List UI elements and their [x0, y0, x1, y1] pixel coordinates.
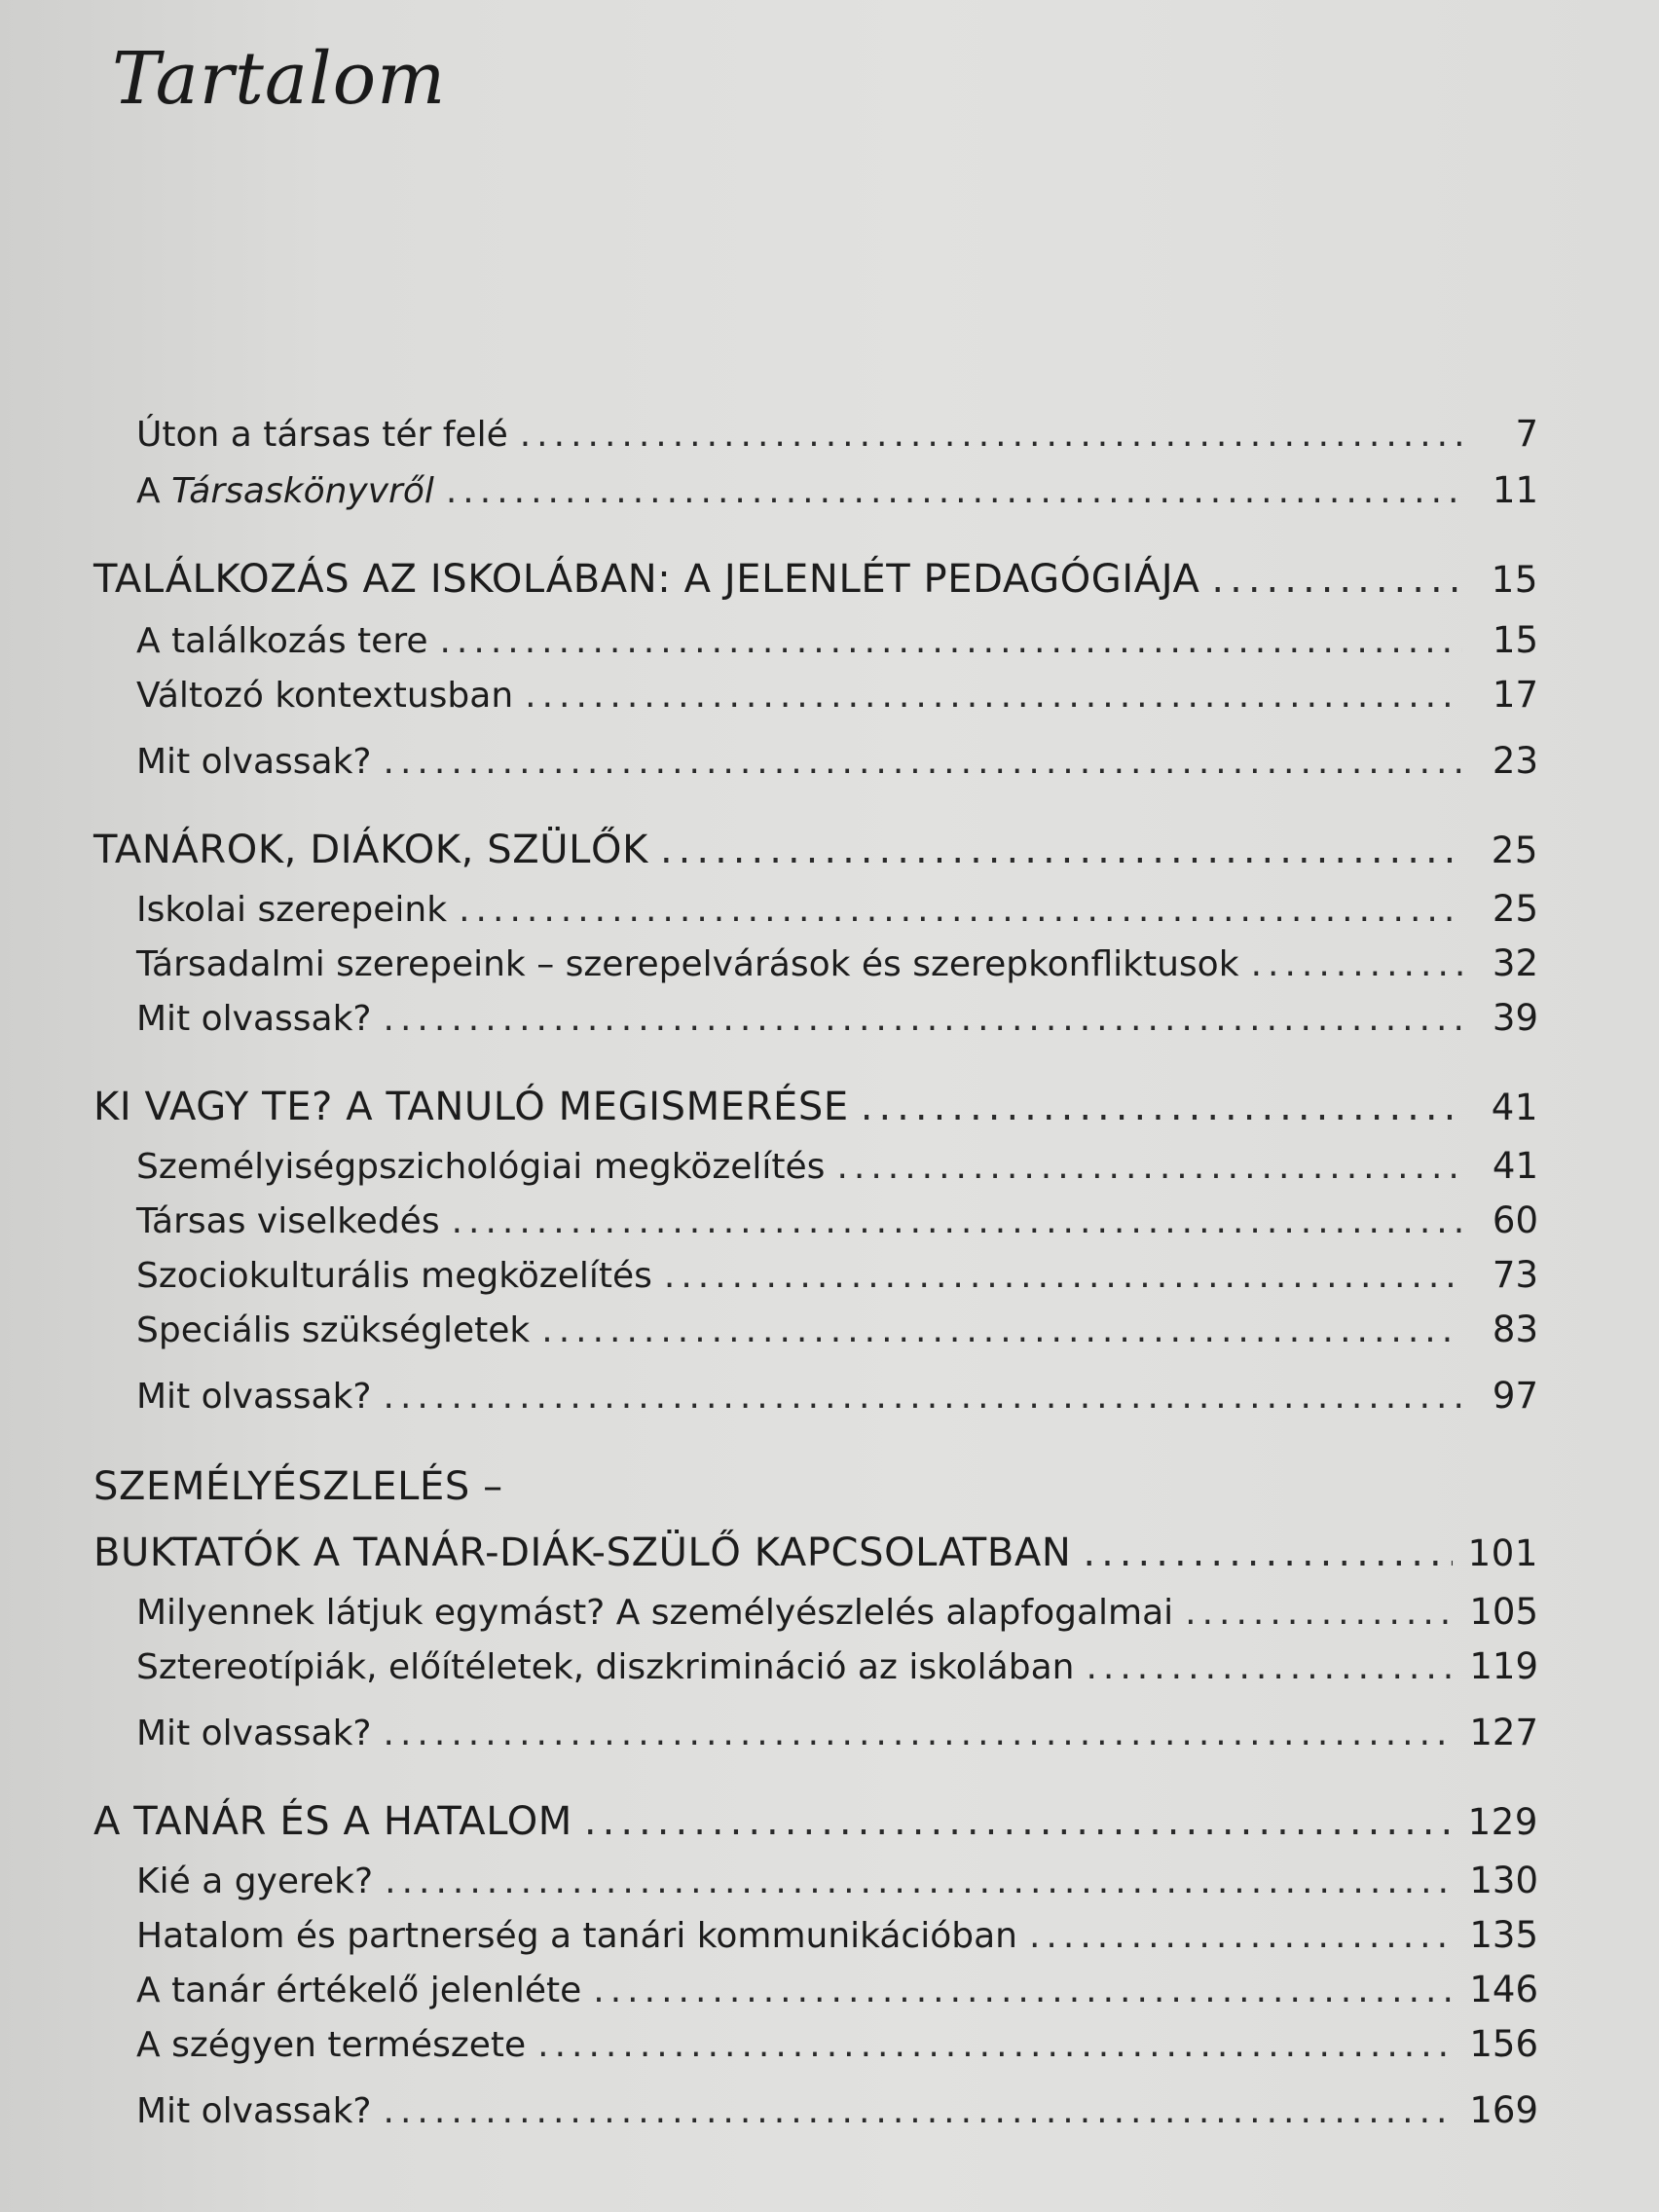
toc-entry-label: Mit olvassak? — [136, 742, 372, 782]
toc-leader-dots — [1251, 944, 1462, 984]
toc-entry — [136, 1712, 1538, 1762]
page-title: Tartalom — [112, 37, 447, 121]
toc-entry — [136, 1914, 1538, 1965]
toc-section-label: A TANÁR ÉS A HATALOM — [93, 1799, 572, 1844]
toc-page-number: 15 — [1492, 619, 1538, 661]
toc-entry-label: Személyiségpszichológiai megközelítés — [136, 1147, 826, 1187]
toc-page-number: 32 — [1492, 942, 1538, 984]
toc-entry — [136, 1645, 1538, 1696]
toc-entry-label: A tanár értékelő jelenléte — [136, 1971, 582, 2010]
toc-entry-label: Változó kontextusban — [136, 676, 514, 716]
toc-leader-dots — [584, 1799, 1453, 1844]
toc-entry-label: Úton a társas tér felé — [136, 415, 508, 455]
toc-leader-dots — [385, 1862, 1454, 1901]
toc-entry-label: Társadalmi szerepeink – szerepelvárások és szerepkonfliktusok — [136, 944, 1239, 984]
toc-page-number: 83 — [1492, 1309, 1538, 1350]
toc-leader-dots — [384, 1377, 1462, 1417]
toc-entry — [136, 1254, 1538, 1305]
toc-leader-dots — [660, 828, 1462, 872]
toc-page-number: 156 — [1469, 2023, 1538, 2065]
toc-entry-label: Társas viselkedés — [136, 1201, 440, 1241]
toc-entry — [136, 413, 1538, 463]
toc-leader-dots — [593, 1971, 1454, 2010]
toc-leader-dots — [459, 890, 1462, 930]
toc-page-number: 130 — [1469, 1860, 1538, 1901]
toc-leader-dots — [384, 999, 1462, 1039]
toc-page-number: 41 — [1492, 1145, 1538, 1187]
toc-entry-label: Milyennek látjuk egymást? A személyészlelés alapfogalmai — [136, 1593, 1174, 1633]
toc-page-number: 23 — [1492, 740, 1538, 782]
toc-entry-label — [136, 471, 434, 511]
toc-leader-dots — [861, 1085, 1462, 1129]
toc-page-number: 169 — [1469, 2089, 1538, 2131]
toc-entry — [136, 1375, 1538, 1425]
toc-leader-dots — [1083, 1530, 1452, 1575]
toc-leader-dots — [384, 1714, 1455, 1753]
toc-leader-dots — [384, 2091, 1455, 2131]
toc-section-heading — [93, 557, 1538, 608]
toc-entry-label: Mit olvassak? — [136, 999, 372, 1039]
toc-entry — [136, 1969, 1538, 2019]
toc-entry — [136, 469, 1538, 520]
toc-page-number: 41 — [1491, 1087, 1538, 1128]
toc-page-number: 25 — [1492, 888, 1538, 930]
toc-page-number: 97 — [1492, 1375, 1538, 1417]
toc-entry-label-italic: Társaskönyvről — [171, 471, 434, 511]
toc-page-number: 73 — [1492, 1254, 1538, 1296]
toc-entry — [136, 619, 1538, 670]
toc-page-number: 60 — [1492, 1199, 1538, 1241]
toc-page-number: 11 — [1492, 469, 1538, 511]
toc-leader-dots — [1086, 1647, 1454, 1687]
toc-section-label: BUKTATÓK A TANÁR-DIÁK-SZÜLŐ KAPCSOLATBAN — [93, 1530, 1072, 1575]
toc-entry — [136, 1309, 1538, 1359]
toc-page-number: 7 — [1515, 413, 1538, 455]
toc-section-heading — [93, 1085, 1538, 1135]
toc-page-number: 39 — [1492, 997, 1538, 1039]
toc-page-number: 135 — [1469, 1914, 1538, 1956]
toc-entry-label: A szégyen természete — [136, 2025, 527, 2065]
toc-leader-dots — [384, 742, 1462, 782]
toc-leader-dots — [664, 1256, 1462, 1296]
toc-leader-dots — [836, 1147, 1462, 1187]
toc-entry-label: Mit olvassak? — [136, 2091, 372, 2131]
toc-entry-label: Szociokulturális megközelítés — [136, 1256, 652, 1296]
toc-leader-dots — [1029, 1916, 1454, 1956]
toc-leader-dots — [1185, 1593, 1454, 1633]
toc-entry-label: Iskolai szerepeink — [136, 890, 448, 930]
toc-page-number: 119 — [1469, 1645, 1538, 1687]
toc-leader-dots — [1211, 557, 1462, 602]
toc-entry-label: Sztereotípiák, előítéletek, diszkrimináció az iskolában — [136, 1647, 1075, 1687]
toc-entry — [136, 942, 1538, 993]
toc-entry — [136, 1199, 1538, 1250]
toc-entry-label-prefix: A — [136, 471, 172, 511]
toc-page-number: 25 — [1491, 830, 1538, 871]
toc-section-heading — [93, 1530, 1538, 1581]
toc-entry-label: Mit olvassak? — [136, 1714, 372, 1753]
toc-section-heading — [93, 828, 1538, 878]
toc-leader-dots — [446, 471, 1462, 511]
toc-leader-dots — [520, 415, 1462, 455]
toc-entry — [136, 888, 1538, 939]
toc-entry — [136, 2089, 1538, 2140]
toc-entry-label: Mit olvassak? — [136, 1377, 372, 1417]
toc-section-label: TALÁLKOZÁS AZ ISKOLÁBAN: A JELENLÉT PEDAGÓGIÁJA — [93, 557, 1200, 602]
toc-page-number: 129 — [1467, 1801, 1538, 1843]
toc-entry — [136, 997, 1538, 1048]
toc-leader-dots — [452, 1201, 1462, 1241]
toc-entry — [136, 674, 1538, 724]
toc-entry-label: Speciális szükségletek — [136, 1310, 531, 1350]
toc-page-number: 127 — [1469, 1712, 1538, 1753]
toc-leader-dots — [541, 1310, 1462, 1350]
toc-entry — [136, 1591, 1538, 1641]
toc-entry — [136, 2023, 1538, 2074]
toc-leader-dots — [439, 621, 1462, 661]
toc-section-heading — [93, 1799, 1538, 1850]
toc-page-number: 101 — [1467, 1532, 1538, 1574]
toc-entry-label: Kié a gyerek? — [136, 1862, 374, 1901]
toc-page-number: 15 — [1491, 559, 1538, 601]
toc-section-label-line1: SZEMÉLYÉSZLELÉS – — [93, 1464, 503, 1509]
toc-entry — [136, 1860, 1538, 1910]
toc-leader-dots — [525, 676, 1462, 716]
toc-entry-label: Hatalom és partnerség a tanári kommunikációban — [136, 1916, 1017, 1956]
toc-leader-dots — [537, 2025, 1454, 2065]
toc-page-number: 146 — [1469, 1969, 1538, 2010]
toc-entry — [136, 740, 1538, 791]
toc-page-number: 105 — [1469, 1591, 1538, 1633]
toc-entry-label: A találkozás tere — [136, 621, 428, 661]
toc-section-label: TANÁROK, DIÁKOK, SZÜLŐK — [93, 828, 648, 872]
toc-page-number: 17 — [1492, 674, 1538, 716]
toc-entry — [136, 1145, 1538, 1196]
toc-section-label: KI VAGY TE? A TANULÓ MEGISMERÉSE — [93, 1085, 849, 1129]
